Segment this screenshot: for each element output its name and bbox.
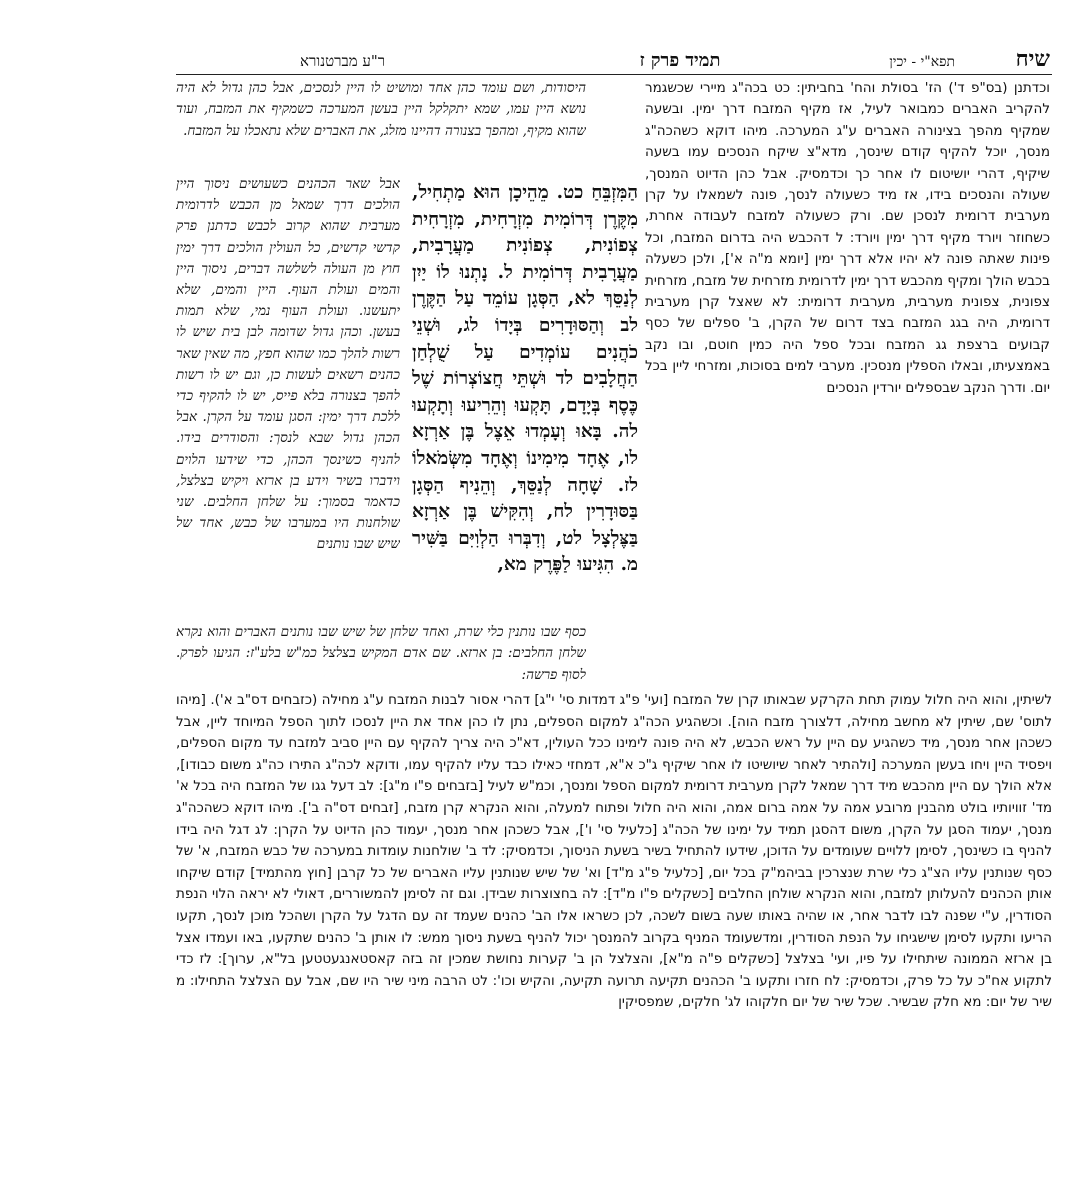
- bartenura-commentary-bottom: כסף שבו נותנין כלי שרת, ואחד שלחן של שיש שבו נותנים האברים והוא נקרא שלחן החלבים: בן ארזא. שם אדם המקיש בצלצל כמ"ש בלע"ז: הגיעו לפרק. לסוף פרשה:: [176, 624, 586, 683]
- page-header: [300, 46, 1050, 72]
- header-rule: [176, 74, 1052, 75]
- tractate-chapter-title: תמיד פרק ז: [639, 50, 721, 71]
- tiferet-yisrael-commentary-column: וכדתנן (בס"פ ד') הז' בסולת והח' בחביתין: כט בכה"ג מיירי שכשגמר להקריב האברים כמבואר לעיל, אז מקיף המזבח דרך ימין. ובשעה שמקיף מהפך בצינורה האברים ע"ג המערכה. מיהו דוקא כשהכה"ג מנסך, יוכל להקיף קודם שינסך, מדא"צ שיקח הנסכים עמו בשעה שיקיף, דהרי יושיטום לו אחר כך וכדמסיק. אבל כהן הדיוט המנסך, שעולה והנסכים בידו, אז מיד כשעולה לנסך, פונה לשמאלו על קרן מערבית דרומית לנסכן שם. ורק כשעולה למזבח לעבודה אחרת, כשחוזר ויורד מקיף דרך ימין ויורד: ל דהכבש היה בדרום המזבח, וכל פינות שאתה פונה לא יהיו אלא דרך ימין [יומא מ"ה א'], ולכן כשעלה בכבש הולך ומקיף מהכבש דרך ימין לדרומית מזרחית של מזבח, מזרחית צפונית, צפונית מערבית, מערבית דרומית: לא שאצל קרן מערבית דרומית, היה בגג המזבח בצד דרום של הקרן, ב' ספלים של כסף קבועים ברצפת גג המזבח ובכל ספל היה כמין חוטם, ובו נקב באמצעיתו, ובאלו הספלין מנסכין. מערבי למים בסוכות, ומזרחי ליין בכל יום. ודרך הנקב שבספלים יורדין הנסכים: [645, 80, 1050, 396]
- running-head: תפא"י - יכין: [889, 54, 955, 70]
- page-number: שיח: [1015, 46, 1050, 72]
- mishnah-text: הַמִּזְבֵּחַ כט. מֵהֵיכָן הוּא מַתְחִיל, מִקֶּרֶן דְּרוֹמִית מִזְרָחִית, מִזְרָחִית צְפוֹנִית, צְפוֹנִית מַעֲרָבִית, מַעֲרָבִית דְּרוֹמִית ל. נָתְנוּ לוֹ יַיִן לְנַסֵּךְ לא, הַסְּגָן עוֹמֵד עַל הַקֶּרֶן לב וְהַסּוּדָרִים בְּיָדוֹ לג, וּשְׁנֵי כֹהֲנִים עוֹמְדִים עַל שֻׁלְחַן הַחֲלָבִים לד וּשְׁתֵּי חֲצוֹצְרוֹת שֶׁל כֶּסֶף בְּיָדָם, תָּקְעוּ וְהֵרִיעוּ וְתָקְעוּ לה. בָּאוּ וְעָמְדוּ אֵצֶל בֶּן אַרְזָא לו, אֶחָד מִימִינוֹ וְאֶחָד מִשְּׂמֹאלוֹ לז. שָׁחָה לְנַסֵּךְ, וְהֵנִיף הַסְּגָן בַּסּוּדָרִין לח, וְהִקִּישׁ בֶּן אַרְזָא בַּצֶּלְצָל לט, וְדִבְּרוּ הַלְוִיִּם בַּשִּׁיר מ. הִגִּיעוּ לַפֶּרֶק מא,: [412, 182, 638, 576]
- bartenura-commentary-column: אבל שאר הכהנים כשעושים ניסוך היין הולכים דרך שמאל מן הכבש לדרומית מערבית שהוא קרוב לכבש כדתנן פרק קדשי קדשים, כל העולין הולכים דרך ימין חוץ מן העולה לשלשה דברים, ניסוך היין והמים ועולת העוף. היין והמים, שלא יתעשנו. ועולת העוף נמי, שלא תמות בעשן. וכהן גדול שדומה לבן בית שיש לו רשות להלך כמו שהוא חפץ, מה שאין שאר כהנים רשאים לעשות כן, וגם יש לו רשות להפך בצנורה בלא פייס, יש לו להקיף כדי ללכת דרך ימין: הסגן עומד על הקרן. אבל הכהן גדול שבא לנסך: והסודרים בידו. להניף כשינסך הכהן, כדי שידעו הלוים וידברו בשיר וידע בן ארזא ויקיש בצלצל, כדאמר בסמוך: על שלחן החלבים. שני שולחנות היו במערבו של כבש, אחד של שיש שבו נותנים: [176, 176, 400, 553]
- yachin-commentary-full-width: לשיתין, והוא היה חלול עמוק תחת הקרקע שבאותו קרן של המזבח [ועי' פ"ג דמדות סי' י"ג] דהרי אסור לבנות המזבח ע"ג מחילה (כזבחים דס"ב א'). [מיהו לתוס' שם, שיתין לא מחשב מחילה, דלצורך מזבח הוה]. וכשהגיע הכה"ג למקום הספלים, נתן לו כהן אחד את היין לנסכו לתוך הספל המיוחד ליין, אבל כשכהן אחר מנסך, מיד כשהגיע עם היין על ראש הכבש, לא היה פונה לימינו ככל העולין, דא"כ היה צריך להקיף עם היין סביב למזבח עד מקום הספלים, ויפסיד היין ויחו בעשן המערכה [ולהתיר לאחר שיושיטו לו אחר שיקיף ג"כ א"א, דמחזי כאילו כבד עליו להקיף עמו, ודוקא לכה"ג התירו כה"ג משום כבודו], אלא הולך עם היין מהכבש מיד דרך שמאל לקרן מערבית דרומית למקום הספל ומנסך, וכמ"ש לעיל [בזבחים פ"ו מ"ג]: לב דעל גגו של המזבח היה בכל א' מד' זוויותיו בולט מהבנין מרובע אמה על אמה ברום אמה, והוא היה חלול ופתוח למעלה, והוא הנקרא קרן מזבח, [זבחים דס"ה ב']. מיהו דוקא כשהכה"ג מנסך, יעמוד הסגן על הקרן, משום דהסגן תמיד על ימינו של הכה"ג [כלעיל סי' ו'], אבל כשכהן אחר מנסך, יעמוד כהן הדיוט על הקרן: לג דגל היה בידו להניף בו כשינסך, לסימן ללויים שעומדים על הדוכן, שידעו להתחיל בשיר בשעת הניסוך, וכדמסיק: לד ב' שולחנות עומדות במערכה של כבש המזבח, א' של כסף שנותנין עליו הצ"ג כלי שרת שנצרכין בביהמ"ק בכל יום, [כלעיל פ"ג מ"ד] וא' של שיש שנותנין עליו האברים של כל קרבן [חוץ מהתמיד] קודם שיקחו אותן הכהנים להעלותן למזבח, והוא הנקרא שולחן החלבים [כשקלים פ"ו מ"ד]: לה בחצוצרות שבידן. וגם זה לסימן להמשוררים, דאולי לא יראה הלוי הנפת הסודרין, ע"י שפנה לבו לדבר אחר, או שהיה באותו שעה בשום לשכה, לכן כשראו אלו הב' כהנים שעמד זה עם הדגל על הקרן ושהכל מוכן לנסך, תקעו הריעו ותקעו לסימן שישגיחו על הנפת הסודרין, ומדשעומד המניף בקרוב להמנסך יכול להניף בשעת ניסוך ממש: לו אותן ב' כהנים שתקעו, באו ועמדו אצל בן ארזא הממונה שיתחילו על פיו, ועי' בצלצל [כשקלים פ"ה מ"א], והצלצל הן ב' קערות נחושת שמכין זה בזה קאסטאנגעטטען בל"א, ערוך]: לז כדי לתקוע אח"כ על כל פרק, וכדמסיק: לח חזרו ותקעו ב' הכהנים תקיעה תרועה תקיעה, והקיש וכו': לט הרבה מיני שיר היו שם, אבל עם הצלצל התחילו: מ שיר של יום: מא חלק שבשיר. שכל שיר של יום חלקוהו לג' חלקים, שמפסיקין: [176, 692, 1052, 1011]
- bartenura-commentary-top: היסודות, ושם עומד כהן אחד ומושיט לו היין לנסכים, אבל כהן גדול לא היה נושא היין עמו, שמא יתקלקל היין בעשן המערכה כשמקיף את המזבח, ועוד שהוא מקיף, ומהפך בצנורה דהיינו מזלג, את האברים שלא נתאכלו על המזבח.: [176, 80, 586, 139]
- commentary-name: ר"ע מברטנורא: [300, 52, 386, 70]
